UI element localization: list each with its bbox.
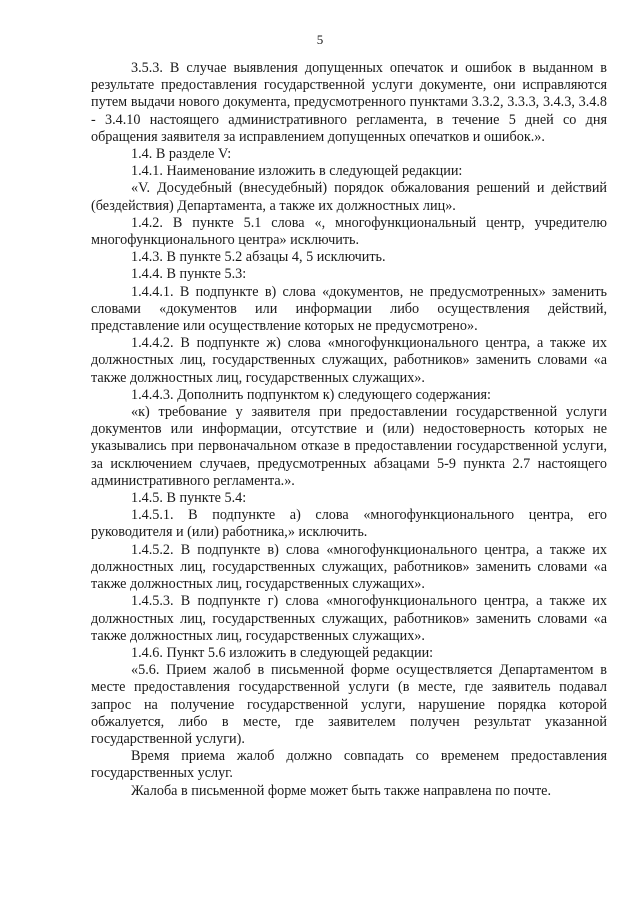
- paragraph-1-4-5-3: 1.4.5.3. В подпункте г) слова «многофункционального центра, а также их должностных лиц, государственных служащих, работников» заменить словами «а также должностных лиц, государственных служащих».: [91, 593, 607, 644]
- paragraph-1-4: 1.4. В разделе V:: [131, 146, 232, 163]
- paragraph-1-4-5: 1.4.5. В пункте 5.4:: [131, 490, 247, 507]
- paragraph-1-4-6: 1.4.6. Пункт 5.6 изложить в следующей редакции:: [131, 644, 434, 661]
- paragraph-1-4-2: 1.4.2. В пункте 5.1 слова «, многофункциональный центр, учредителю многофункционального центра» исключить.: [91, 214, 607, 249]
- paragraph-1-4-5-1: 1.4.5.1. В подпункте а) слова «многофункционального центра, его руководителя и (или) работника,» исключить.: [91, 507, 607, 541]
- paragraph-section-v-title: «V. Досудебный (внесудебный) порядок обжалования решений и действий (бездействия) Департамента, а также их должностных лиц».: [91, 180, 607, 214]
- paragraph-1-4-4-2: 1.4.4.2. В подпункте ж) слова «многофункционального центра, а также их должностных лиц, государственных служащих, работников» заменить словами «а также должностных лиц, государственных служащих».: [91, 335, 607, 386]
- paragraph-1-4-3: 1.4.3. В пункте 5.2 абзацы 4, 5 исключить.: [131, 249, 386, 266]
- paragraph-5-6: «5.6. Прием жалоб в письменной форме осуществляется Департаментом в месте предоставления государственной услуги (в месте, где заявитель подавал запрос на получение государственной услуги, нарушение порядка которой обжалуется, либо в месте, где заявителем получен результат указанной государственной услуги).: [91, 662, 607, 747]
- paragraph-reception-time: Время приема жалоб должно совпадать со временем предоставления государственных услуг.: [91, 748, 607, 782]
- paragraph-1-4-4-3: 1.4.4.3. Дополнить подпунктом к) следующего содержания:: [131, 386, 491, 403]
- paragraph-subitem-k: «к) требование у заявителя при предоставлении государственной услуги документов или информации, отсутствие и (или) недостоверность которых не указывались при первоначальном отказе в предоставлении государственной услуги, за исключением случаев, предусмотренных абзацами 5-9 пункта 2.7 настоящего административного регламента.».: [91, 404, 607, 489]
- paragraph-1-4-1: 1.4.1. Наименование изложить в следующей редакции:: [131, 163, 463, 180]
- paragraph-3-5-3: 3.5.3. В случае выявления допущенных опечаток и ошибок в выданном в результате предоставления государственной услуги документе, они исправляются путем выдачи нового документа, предусмотренного пунктами 3.3.2, 3.3.3, 3.4.3, 3.4.8 - 3.4.10 настоящего административного регламента, в течение 5 дней со дня обращения заявителя за исправлением допущенных опечатков и ошибок.».: [91, 60, 607, 145]
- paragraph-1-4-4-1: 1.4.4.1. В подпункте в) слова «документов, не предусмотренных» заменить словами «документов или информации либо осуществления действий, представление или осуществление которых не предусмотрено».: [91, 283, 607, 335]
- document-body: [91, 60, 607, 800]
- paragraph-1-4-5-2: 1.4.5.2. В подпункте в) слова «многофункционального центра, а также их должностных лиц, государственных служащих, работников» заменить словами «а также должностных лиц, государственных служащих».: [91, 541, 607, 593]
- paragraph-1-4-4: 1.4.4. В пункте 5.3:: [131, 266, 247, 283]
- page-number: 5: [316, 32, 324, 47]
- paragraph-mail-complaint: Жалоба в письменной форме может быть также направлена по почте.: [131, 782, 552, 799]
